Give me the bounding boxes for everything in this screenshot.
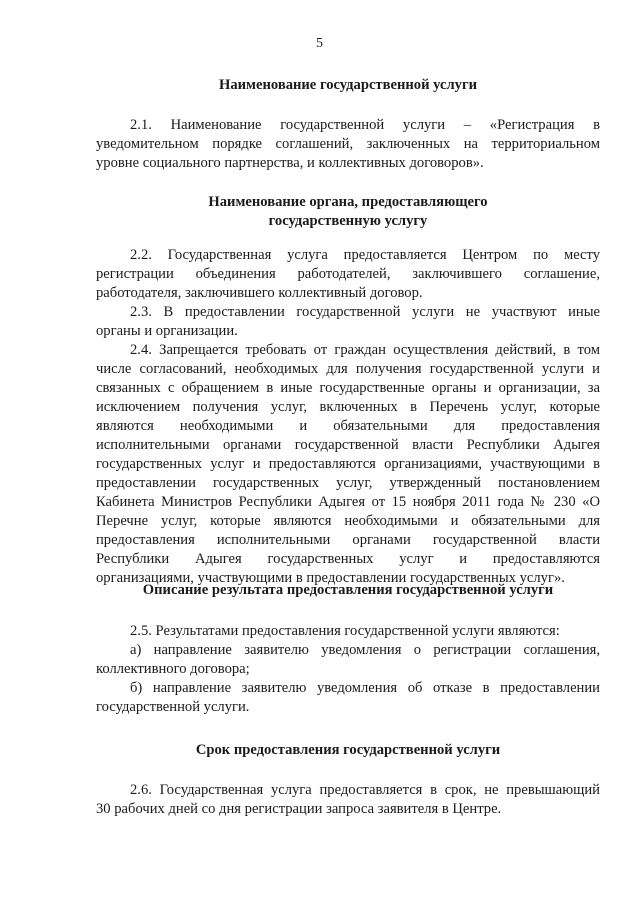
paragraph-item-a: [96, 641, 600, 679]
text-line: Кабинета Министров Республики Адыгея от 15 ноября 2011 года № 230 «О: [96, 494, 600, 510]
text-line: связанных с обращением в иные государственные органы и организации, за: [96, 380, 600, 396]
text-line: 30 рабочих дней со дня регистрации запроса заявителя в Центре.: [96, 801, 502, 817]
text-line: органы и организации.: [96, 323, 238, 339]
text-line: предоставлении государственных услуг, утвержденный постановлением: [96, 475, 600, 491]
text-line: уровне социального партнерства, и коллективных договоров».: [96, 155, 484, 171]
text-line: 2.6. Государственная услуга предоставляется в срок, не превышающий: [130, 782, 600, 798]
text-line: Республики Адыгея государственных услуг и предоставляются: [96, 551, 600, 567]
section-heading-service-name: Наименование государственной услуги: [219, 77, 477, 93]
paragraph-2-6: [96, 781, 600, 819]
text-line: а) направление заявителю уведомления о регистрации соглашения,: [130, 642, 600, 658]
text-line: 2.3. В предоставлении государственной услуги не участвуют иные: [130, 304, 600, 320]
text-line: государственных услуг и предоставляются организациями, участвующими в: [96, 456, 600, 472]
text-line: 2.1. Наименование государственной услуги – «Регистрация в: [130, 117, 600, 133]
text-line: государственной услуги.: [96, 699, 250, 715]
text-line: 2.4. Запрещается требовать от граждан осуществления действий, в том: [130, 342, 600, 358]
text-line: предоставления исполнительными органами государственной власти: [96, 532, 600, 548]
section-heading-result: Описание результата предоставления государственной услуги: [142, 582, 554, 598]
paragraph-2-3: [96, 303, 600, 341]
text-line: работодателя, заключившего коллективный договор.: [96, 285, 423, 301]
section-heading-provider: [96, 193, 600, 231]
text-line: являются необходимыми и обязательными для предоставления: [96, 418, 600, 434]
text-line: регистрации объединения работодателей, заключившего соглашение,: [96, 266, 600, 282]
text-line: коллективного договора;: [96, 661, 250, 677]
text-line: исполнительными органами государственной власти Республики Адыгея: [96, 437, 600, 453]
paragraph-2-2: [96, 246, 600, 303]
text-line: 2.5. Результатами предоставления государственной услуги являются:: [130, 623, 560, 639]
paragraph-2-4: [96, 341, 600, 588]
section-heading-term: Срок предоставления государственной услуги: [195, 742, 501, 758]
text-line: числе согласований, необходимых для получения государственной услуги и: [96, 361, 600, 377]
text-line: 2.2. Государственная услуга предоставляется Центром по месту: [130, 247, 600, 263]
text-line: Перечне услуг, которые являются необходимыми и обязательными для: [96, 513, 600, 529]
text-line: организациями, участвующими в предоставлении государственных услуг».: [96, 570, 565, 586]
paragraph-2-5: [96, 622, 600, 641]
paragraph-item-b: [96, 679, 600, 717]
page-number: 5: [316, 36, 323, 51]
heading-line: Наименование органа, предоставляющего: [208, 194, 488, 210]
paragraph-2-1: [96, 116, 600, 173]
text-line: б) направление заявителю уведомления об отказе в предоставлении: [130, 680, 600, 696]
text-line: исключением получения услуг, включенных в Перечень услуг, которые: [96, 399, 600, 415]
heading-line: государственную услугу: [268, 213, 428, 229]
text-line: уведомительном порядке соглашений, заключенных на территориальном: [96, 136, 600, 152]
